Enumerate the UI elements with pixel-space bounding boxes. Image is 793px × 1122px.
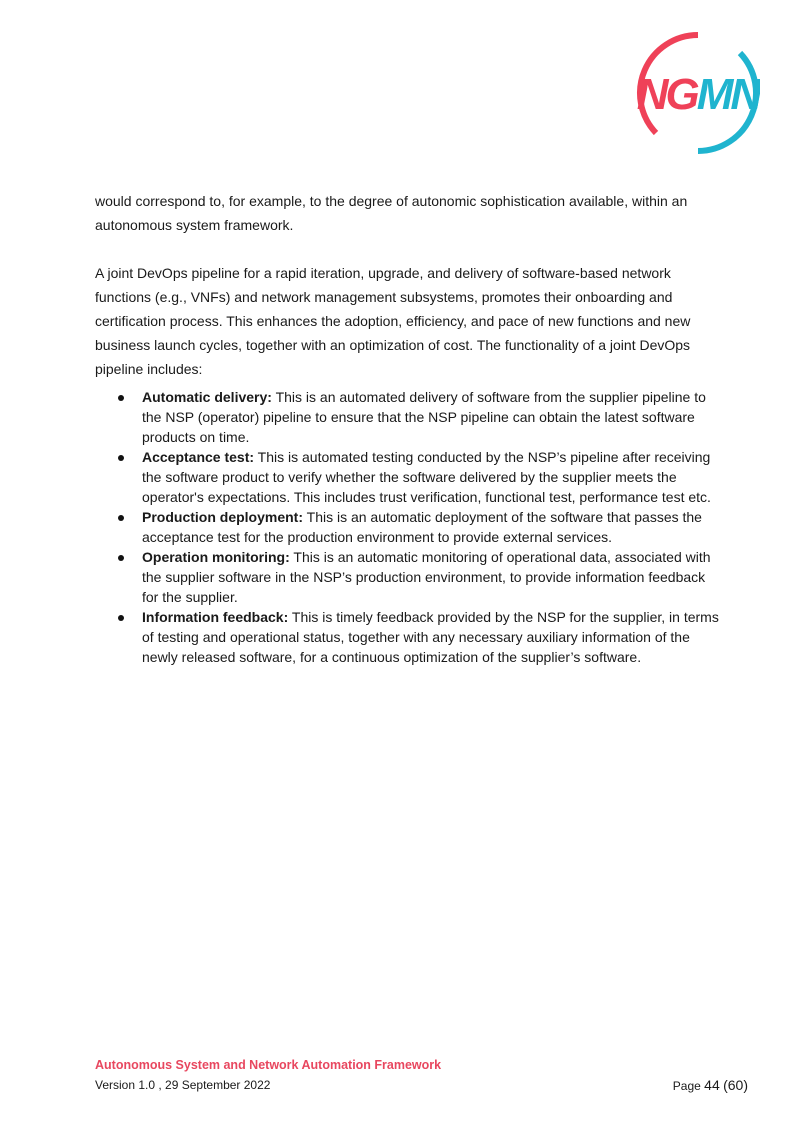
feature-text: This is automated testing conducted by the NSP’s pipeline after receiving the software product to verify whether the software delivered by the supplier meets the operator's expectations. This includes trust verification, functional test, performance test etc. (142, 449, 711, 505)
page-current: 44 (704, 1077, 720, 1093)
paragraph-intro: would correspond to, for example, to the degree of autonomic sophistication available, within an autonomous system framework. (95, 193, 688, 233)
ngmn-logo (636, 31, 760, 155)
feature-text: This is timely feedback provided by the NSP for the supplier, in terms of testing and operational status, together with any necessary auxiliary information of the newly released software, for a continuous optimization of the supplier’s software. (142, 609, 719, 665)
list-item (95, 607, 720, 667)
feature-term: Production deployment: (142, 509, 303, 525)
list-item (95, 507, 720, 547)
page-total: (60) (723, 1077, 748, 1093)
logo-ng: NG (636, 70, 697, 119)
paragraph-devops: A joint DevOps pipeline for a rapid iteration, upgrade, and delivery of software-based network functions (e.g., VNFs) and network management subsystems, promotes their onboarding and certification process. This enhances the adoption, efficiency, and pace of new functions and new business launch cycles, together with an optimization of cost. The functionality of a joint DevOps pipeline includes: (95, 265, 691, 377)
svg-text:NGMN (637, 70, 760, 119)
list-item (95, 547, 720, 607)
feature-text: This is an automated delivery of software from the supplier pipeline to the NSP (operator) pipeline to ensure that the NSP pipeline can obtain the latest software products on time. (142, 389, 706, 445)
list-item (95, 447, 720, 507)
page-body (95, 189, 720, 667)
footer-version: Version 1.0 , 29 September 2022 (95, 1078, 271, 1092)
feature-term: Information feedback: (142, 609, 289, 625)
feature-term: Automatic delivery: (142, 389, 272, 405)
feature-text: This is an automatic deployment of the software that passes the acceptance test for the production environment to provide external services. (142, 509, 702, 545)
logo-mn: MN (696, 70, 760, 119)
page-label: Page (672, 1079, 701, 1093)
feature-text: This is an automatic monitoring of operational data, associated with the supplier software in the NSP’s production environment, to provide information feedback for the supplier. (142, 549, 711, 605)
footer-document-title: Autonomous System and Network Automation Framework (95, 1058, 442, 1072)
feature-term: Acceptance test: (142, 449, 255, 465)
list-item (95, 387, 720, 447)
footer-page-number (673, 1077, 748, 1093)
feature-term: Operation monitoring: (142, 549, 290, 565)
devops-feature-list (95, 387, 720, 667)
